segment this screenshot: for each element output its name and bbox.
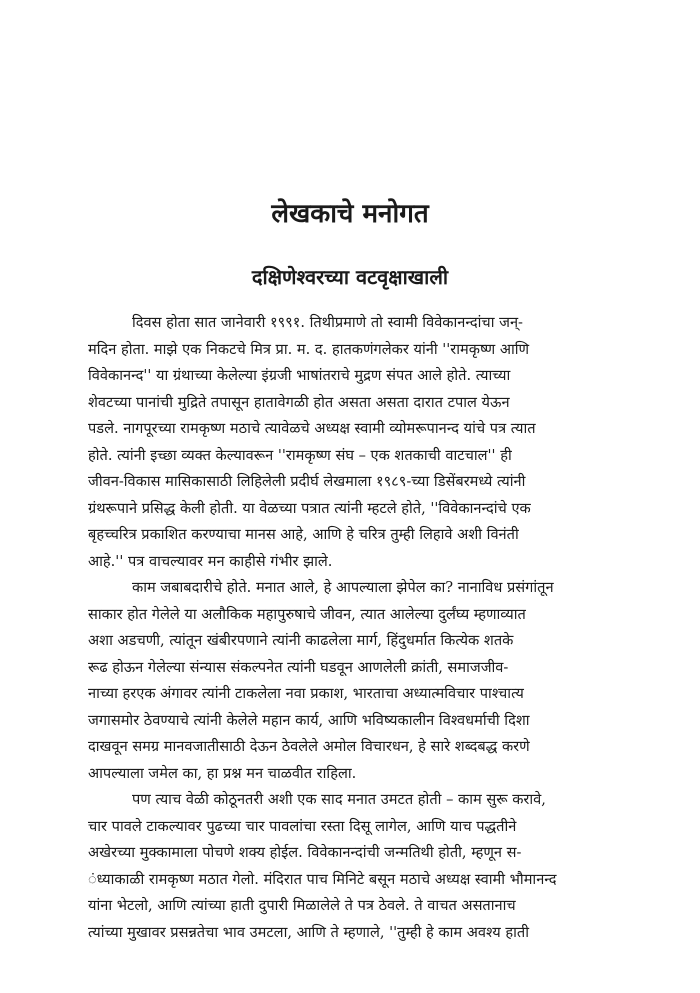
text-line: होते. त्यांनी इच्छा व्यक्त केल्यावरून ''रामकृष्ण संघ – एक शतकाची वाटचाल'' ही (88, 446, 512, 464)
text-line: मदिन होता. माझे एक निकटचे मित्र प्रा. म. द. हातकणंगलेकर यांनी ''रामकृष्ण आणि (88, 340, 530, 358)
text-line: अशा अडचणी, त्यांतून खंबीरपणाने त्यांनी काढलेला मार्ग, हिंदुधर्मात कित्येक शतके (88, 632, 514, 649)
text-line: ंध्याकाळी रामकृष्ण मठात गेलो. मंदिरात पाच मिनिटे बसून मठाचे अध्यक्ष स्वामी भौमानन्द (88, 870, 557, 888)
text-line: आहे.'' पत्र वाचल्यावर मन काहीसे गंभीर झाले. (88, 552, 333, 570)
paragraph-1 (88, 310, 628, 575)
text-line: बृहच्चरित्र प्रकाशित करण्याचा मानस आहे, आणि हे चरित्र तुम्ही लिहावे अशी विनंती (88, 526, 519, 543)
text-line: जगासमोर ठेवण्याचे त्यांनी केलेले महान कार्य, आणि भविष्यकालीन विश्वधर्माची दिशा (88, 711, 530, 729)
text-line: ग्रंथरूपाने प्रसिद्ध केली होती. या वेळच्या पत्रात त्यांनी म्हटले होते, ''विवेकानन्दांचे एक (88, 499, 531, 517)
text-line: पण त्याच वेळी कोठूनतरी अशी एक साद मनात उमटत होती – काम सुरू करावे, (132, 791, 546, 808)
text-line: यांना भेटलो, आणि त्यांच्या हाती दुपारी मिळालेले ते पत्र ठेवले. ते वाचत असतानाच (88, 897, 516, 914)
text-line: विवेकानन्द'' या ग्रंथाच्या केलेल्या इंग्रजी भाषांतराचे मुद्रण संपत आले होते. त्याच्या (88, 367, 511, 384)
paragraph-2 (88, 575, 628, 787)
chapter-title: लेखकाचे मनोगत (271, 199, 429, 229)
text-line: आपल्याला जमेल का, हा प्रश्न मन चाळवीत राहिला. (88, 764, 357, 782)
text-line: नाच्या हरएक अंगावर त्यांनी टाकलेला नवा प्रकाश, भारताचा अध्यात्मविचार पाश्चात्य (88, 685, 524, 702)
text-line: पडले. नागपूरच्या रामकृष्ण मठाचे त्यावेळचे अध्यक्ष स्वामी व्योमरूपानन्द यांचे पत्र त्यात (88, 420, 536, 437)
text-line: त्यांच्या मुखावर प्रसन्नतेचा भाव उमटला, आणि ते म्हणाले, ''तुम्ही हे काम अवश्य हाती (88, 923, 529, 941)
text-line: अखेरच्या मुक्कामाला पोचणे शक्य होईल. विवेकानन्दांची जन्मतिथी होती, म्हणून स- (88, 844, 522, 861)
section-title: दक्षिणेश्वरच्या वटवृक्षाखाली (251, 265, 449, 289)
text-line: काम जबाबदारीचे होते. मनात आले, हे आपल्याला झेपेल का? नानाविध प्रसंगांतून (132, 579, 554, 596)
text-line: दाखवून समग्र मानवजातीसाठी देऊन ठेवलेले अमोल विचारधन, हे सारे शब्दबद्ध करणे (88, 738, 530, 755)
text-line: रूढ होऊन गेलेल्या संन्यास संकल्पनेत त्यांनी घडवून आणलेली क्रांती, समाजजीव- (88, 658, 509, 676)
text-line: साकार होत गेलेले या अलौकिक महापुरुषाचे जीवन, त्यात आलेल्या दुर्लंघ्य म्हणाव्यात (88, 605, 526, 623)
text-line: जीवन-विकास मासिकासाठी लिहिलेली प्रदीर्घ लेखमाला १९८९-च्या डिसेंबरमध्ये त्यांनी (88, 473, 526, 490)
text-line: शेवटच्या पानांची मुद्रिते तपासून हातावेगळी होत असता असता दारात टपाल येऊन (88, 393, 510, 411)
body-text (88, 310, 628, 946)
text-line: दिवस होता सात जानेवारी १९९१. तिथीप्रमाणे तो स्वामी विवेकानन्दांचा जन्- (132, 314, 523, 331)
paragraph-3 (88, 787, 628, 946)
text-line: चार पावले टाकल्यावर पुढच्या चार पावलांचा रस्ता दिसू लागेल, आणि याच पद्धतीने (88, 817, 517, 835)
